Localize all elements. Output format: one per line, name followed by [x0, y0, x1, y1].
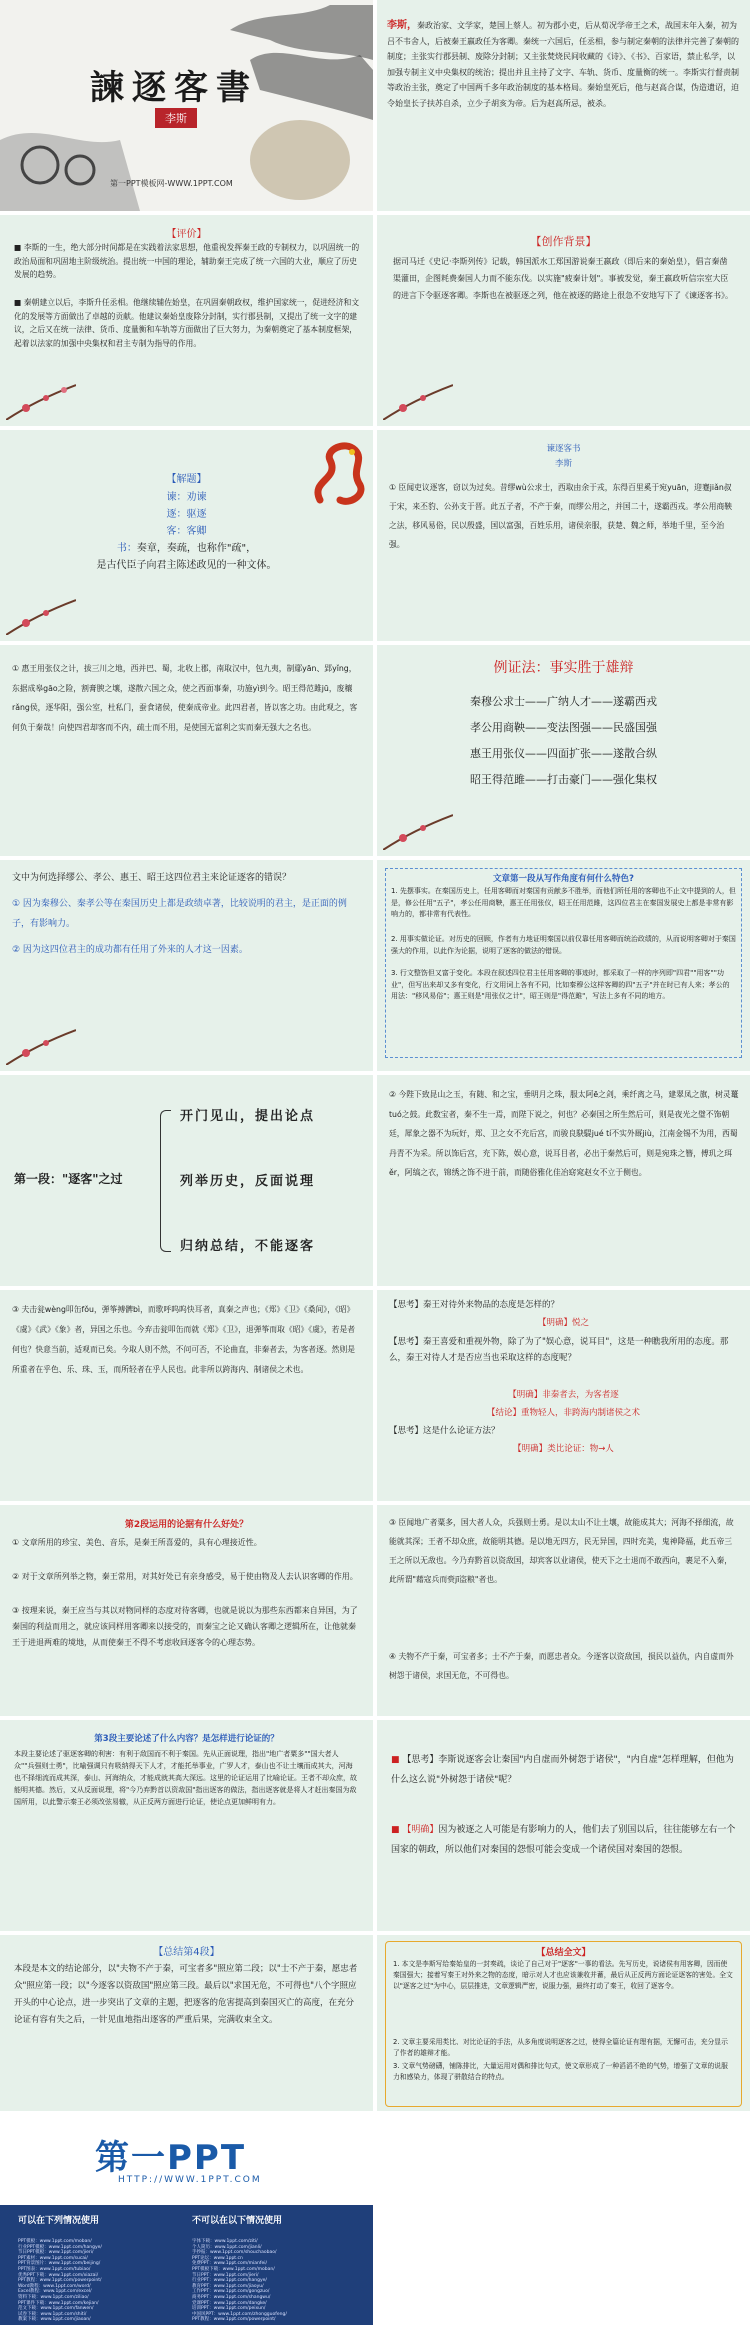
intro-body: 秦政治家、文学家，楚国上蔡人。初为郡小吏，后从荀况学帝王之术，战国末年入秦，初为吕不韦舍人，后被秦王嬴政任为客卿。秦统一六国后，任丞相，参与制定秦朝的法律并完善了秦朝的制度；主张实行郡县制、废除分封制；又主张焚烧民间收藏的《诗》、《书》、百家语，禁止私学，以加强专制主义中央集权的统治；提出并且主持了文字、车轨、货币、度量衡的统一。李斯实行督责制等政治主张，奠定了中国两千多年政治制度的基本格局。秦始皇死后，他与赵高合谋，伪造遗诏，迫令始皇长子扶苏自杀，立少子胡亥为帝。后为赵高所忌，被杀。 — [387, 21, 739, 108]
explain-shu-text: 奏章，奏疏，也称作"疏"， — [136, 543, 257, 554]
think-answer — [377, 1316, 750, 1328]
background-slide[interactable] — [377, 215, 750, 426]
think-question: 【思考】这是什么论证方法？ — [389, 1426, 500, 1436]
structure-row: 归纳总结，不能逐客 — [180, 1239, 316, 1254]
question-item: ① 文章所用的珍宝、美色、音乐，是秦王所喜爱的，具有心理接近性。 — [12, 1538, 262, 1547]
think-question: 【思考】秦王对待外来物品的态度是怎样的？ — [389, 1300, 560, 1310]
think-answer — [377, 1406, 750, 1418]
original-paragraph: ④ 夫物不产于秦，可宝者多；士不产于秦，而愿忠者众。今逐客以资敌国，损民以益仇，内自虚而外树怨于诸侯，求国无危，不可得也。 — [389, 1652, 734, 1680]
footer-link[interactable]: PPT课件下载：www.1ppt.com/kejian/ — [18, 2300, 99, 2306]
example-row: 秦穆公求士——广纳人才——遂霸西戎 — [470, 695, 657, 708]
footer-link[interactable]: 培训PPT：www.1ppt.com/peixun/ — [192, 2306, 266, 2312]
summary-item: 1. 本文是李斯写给秦始皇的一封奏疏，谈论了自己对于"逐客"一事的看法。先写历史，说诸侯有用客卿，因而使秦国强大；接着写秦王对外来之物的态度，暗示对人才也应该兼收并蓄，最后从正反两方面论证逐客的害处。全文以"逐客之过"为中心，层层推进，文章逻辑严密，说服力强，最终打动了秦王，收回了逐客令。 — [393, 1960, 733, 1990]
structure-label: 第一段："逐客"之过 — [14, 1172, 123, 1186]
footer-link[interactable]: 节日PPT：www.1ppt.com/jieri/ — [192, 2272, 259, 2278]
background-text: 据司马迁《史记·李斯列传》记载，韩国派水工郑国游说秦王嬴政（即后来的秦始皇），倡言秦凿渠灌田，企图耗费秦国人力而不能东伐。以实施"疲秦计划"。事被发觉，秦王嬴政听信宗室大臣的进言下令驱逐客卿。李斯也在被驱逐之列，他在被逐的路途上很急不安地写下了《谏逐客书》。 — [393, 257, 733, 300]
footer-link[interactable]: 行业PPT模板：www.1ppt.com/hangye/ — [18, 2244, 102, 2250]
review-item-text: 秦朝建立以后，李斯升任丞相。他继续辅佐始皇，在巩固秦朝政权，维护国家统一，促进经济和文化的发展等方面做出了卓越的贡献。他建议秦始皇废除分封制，实行郡县制，又提出了统一文字的建议，之后又在统一法律、货币、度量衡和车轨等方面做出了巨大努力，为秦朝奠定了基本制度框架，起着以法家的加强中央集权和君主专制为指导的作用。 — [14, 298, 360, 348]
intro-slide[interactable] — [377, 0, 750, 211]
logo-url: HTTP://WWW.1PPT.COM — [118, 2175, 262, 2185]
footer-link[interactable]: 中国风PPT：www.1ppt.com/zhongguofeng/ — [192, 2311, 287, 2317]
question-title: 文章第一段从写作角度有何什么特色? — [493, 874, 634, 884]
example-row: 昭王得范雎——打击豪门——强化集权 — [470, 773, 657, 786]
think-answer — [377, 1442, 750, 1454]
original-paragraph: ③ 臣闻地广者粟多，国大者人众，兵强则士勇。是以太山不让土壤，故能成其大；河海不择细流，故能就其深；王者不却众庶，故能明其德。是以地无四方，民无异国，四时充美，鬼神降福，此五帝三王之所以无敌也。今乃弃黔首以资敌国，却宾客以业诸侯，使天下之士退而不敢西向，裹足不入秦，此所谓"藉寇兵而赍jī盗粮"者也。 — [389, 1518, 734, 1584]
footer-link[interactable]: PPT模板下载：www.1ppt.com/moban/ — [192, 2266, 275, 2272]
footer-link[interactable]: 工作PPT：www.1ppt.com/gongzuo/ — [192, 2289, 270, 2295]
footer-left-heading: 可以在下列情况使用 — [18, 2216, 100, 2226]
original-paragraph: ② 今陛下致昆山之玉，有随、和之宝，垂明月之珠，服太阿ē之剑，乘纤离之马，建翠凤之旗，树灵鼍tuó之鼓。此数宝者，秦不生一焉，而陛下说之，何也？必秦国之所生然后可，则是夜光之璧不饰朝廷，犀象之器不为玩好，郑、卫之女不充后宫，而骏良駃騠jué tí不实外厩jiù，江南金锡不为用，西蜀丹青不为采。所以饰后宫，充下陈，娱心意，说耳目者，必出于秦然后可，则是宛珠之簪，傅玑之珥ěr，阿缟之衣，锦绣之饰不进于前，而随俗雅化佳冶窈窕赵女不立于侧也。 — [389, 1090, 739, 1177]
think-answer-text: 重物轻人，非跨海内制诸侯之术 — [521, 1408, 641, 1418]
think-answer-text: 类比论证：物→人 — [547, 1444, 614, 1454]
original-title: 谏逐客书 — [546, 444, 581, 454]
footer-link[interactable]: PPT背景图片：www.1ppt.com/beijing/ — [18, 2261, 101, 2267]
example-title: 例证法：事实胜于雄辩 — [493, 660, 634, 676]
question-text: 本段主要论述了驱逐客卿的利害：有利于敌国而不利于秦国。先从正面说理，指出"地广者粟多""国大者人众""兵强则士勇"，比喻强调只有吸纳得天下人才，才能托举事业，广罗人才，泰山也不让土壤而成其大，河海也不择细流而成其深，泰山、河海纳众，才能成就其高大深远。这里的论证运用了比喻论证。王者不却众庶，故能明其德。然后，又从反面说理，将"今乃弃黔首以资敌国"指出逐客的做法，指出逐客就是将人才赶出秦国为敌国所用，以此警示秦王必须改弦易辙，从正反两方面进行论证，使论点更加鲜明有力。 — [14, 1750, 357, 1806]
footer-link[interactable]: 节日PPT模板：www.1ppt.com/jieri/ — [18, 2250, 94, 2256]
summary-title: 【总结全文】 — [536, 1948, 591, 1958]
think-answer-tag: 【明确】 — [508, 1390, 543, 1400]
think-answer — [377, 1388, 750, 1400]
intro-text — [387, 18, 742, 111]
question-slide-4[interactable] — [0, 1720, 373, 1931]
review-slide[interactable] — [0, 215, 373, 426]
think-answer-tag: 【明确】 — [402, 1825, 439, 1835]
footer-link[interactable]: 试卷下载：www.1ppt.com/shiti/ — [18, 2311, 87, 2317]
think-answer: ■ 【明确】因为被逐之人可能是有影响力的人，他们去了别国以后，往往能够左右一个国家的朝政，所以他们对秦国的怨恨可能会变成一个诸侯国对秦国的怨恨。 — [391, 1825, 736, 1855]
cover-slide[interactable] — [0, 0, 373, 211]
think-answer-text: 非秦者去，为客者逐 — [542, 1390, 619, 1400]
footer-link[interactable]: 行业PPT：www.1ppt.com/hangye/ — [192, 2278, 267, 2284]
explain-line: 谏：劝谏 — [166, 492, 207, 503]
question-answer: ① 因为秦穆公、秦孝公等在秦国历史上都是政绩卓著，比较说明的君主，是正面的例子，有影响力。 — [12, 899, 347, 929]
explain-line: 逐：驱逐 — [166, 509, 207, 520]
think-answer-tag: 【明确】 — [513, 1444, 548, 1454]
plum-blossom-icon — [383, 810, 453, 850]
footer-link[interactable]: 范文下载：www.1ppt.com/fanwen/ — [18, 2306, 94, 2312]
think-answer-text: 因为被逐之人可能是有影响力的人，他们去了别国以后，往往能够左右一个国家的朝政，所以他们对秦国的怨恨可能会变成一个诸侯国对秦国的怨恨。 — [391, 1825, 736, 1855]
think-question: 【思考】秦王喜爱和重视外物，除了为了"娱心意，说耳目"，这是一种瞧我所用的态度。那么，秦王对待人才是否应当也采取这样的态度呢？ — [389, 1337, 729, 1363]
footer-link[interactable]: 资料下载：www.1ppt.com/ziliao/ — [18, 2294, 89, 2300]
think-slide-1[interactable] — [377, 1290, 750, 1501]
original-author: 李斯 — [554, 459, 572, 469]
structure-row: 开门见山，提出论点 — [180, 1109, 316, 1124]
example-row: 孝公用商鞅——变法图强——民盛国强 — [470, 721, 657, 734]
question-item: 3. 行文整饬但又富于变化。本段在叙述四位君主任用客卿的事迹时，都采取了一样的序列即"四君""用客""功业"，但写出来却又多有变化，行文用词上各有不同，比如秦穆公这样客卿的四"五子"并在时已有人来；孝公的用法："移风易俗"；惠王则是"用张仪之计"，昭王则是"得范雎"，写法上多有不同的地方。 — [391, 969, 730, 1000]
plum-blossom-icon — [6, 380, 76, 420]
question-item: 1. 先摆事实。在秦国历史上，任用客卿而对秦国有贡献多不胜举，而他们所任用的客卿也不止文中提到的人，但是，修公任用"五子"，孝公任用商鞅，惠王任用张仪，昭王任用范雎，这四位君主在秦国发展史上都是非常有影响力的，都非常有代表性。 — [391, 887, 736, 918]
footer-link[interactable]: Excel教程：www.1ppt.com/excel/ — [18, 2289, 92, 2295]
question-slide-1[interactable] — [0, 860, 373, 1071]
footer-right-links — [192, 2239, 362, 2323]
cover-footer-text: 第一PPT模板网-WWW.1PPT.COM — [110, 179, 233, 188]
explain-shu — [0, 539, 373, 554]
explain-tag: 【解题】 — [166, 474, 207, 485]
question-title: 第2段运用的论据有什么好处？ — [124, 1520, 249, 1530]
question-title: 第3段主要论述了什么内容？是怎样进行论证的？ — [94, 1734, 279, 1744]
question-answer: ② 因为这四位君主的成功都有任用了外来的人才这一因素。 — [12, 945, 248, 955]
question-slide-2[interactable] — [377, 860, 750, 1071]
footer-link[interactable]: 个人简历：www.1ppt.com/jianli/ — [192, 2244, 262, 2250]
think-slide-2[interactable] — [377, 1720, 750, 1931]
original-text-slide-1[interactable] — [377, 430, 750, 641]
footer-link[interactable]: PPT教程：www.1ppt.com/powerpoint/ — [192, 2317, 276, 2323]
logo-area — [0, 2115, 373, 2205]
footer-link[interactable]: PPT教程：www.1ppt.com/powerpoint/ — [18, 2278, 102, 2284]
question-item: ③ 按理来说，秦王应当与其以对物同样的态度对待客卿，也就是说以为那些东西都来自异国，为了秦国的利益而用之，就应该同样用客卿来以接受的，而秦宝之论又确认客卿之逻辑所在，让他就秦王于进退两难的境地，从而使秦王不得不考虑收回逐客令的心理态势。 — [12, 1606, 358, 1647]
summary-paragraph-slide[interactable] — [0, 1935, 373, 2111]
original-text-slide-3[interactable] — [377, 1075, 750, 1286]
footer-link[interactable]: PPT论坛：www.1ppt.cn — [192, 2255, 243, 2261]
review-item: ■ 秦朝建立以后，李斯升任丞相。他继续辅佐始皇，在巩固秦朝政权，维护国家统一，促进经济和文化的发展等方面做出了卓越的贡献。他建议秦始皇废除分封制，实行郡县制，又提出了统一文字的建议，之后又在统一法律、货币、度量衡和车轨等方面做出了巨大努力，为秦朝奠定了基本制度框架，起着以法家的加强中央集权和君主专制为指导的作用。 — [14, 298, 360, 348]
footer-link[interactable]: PPT模板：www.1ppt.com/moban/ — [18, 2239, 92, 2244]
footer-link[interactable]: 商务PPT：www.1ppt.com/shangwu/ — [192, 2294, 271, 2300]
explain-slide[interactable] — [0, 430, 373, 641]
footer-link[interactable]: 教育PPT：www.1ppt.com/jiaoyu/ — [192, 2283, 264, 2289]
footer-link[interactable]: 字体下载：www.1ppt.com/ziti/ — [192, 2239, 258, 2244]
structure-brace — [160, 1110, 171, 1252]
footer-link[interactable]: PPT素材：www.1ppt.com/sucai/ — [18, 2255, 88, 2261]
footer-right-heading: 不可以在以下情况使用 — [192, 2216, 283, 2226]
background-tag: 【创作背景】 — [530, 235, 597, 248]
think-answer-tag: 【明确】 — [537, 1318, 572, 1328]
review-item: ■ 李斯的一生，绝大部分时间都是在实践着法家思想，他重视发挥秦王政的专制权力，以巩固统一的政治局面和巩固地主阶级统治。提出统一中国的理论，辅助秦王完成了统一六国的大业，顺应了历史发展的趋势。 — [14, 243, 360, 279]
original-text-slide-4[interactable] — [0, 1290, 373, 1501]
think-answer-text: 悦之 — [572, 1318, 590, 1328]
explain-last: 是古代臣子向君主陈述政见的一种文体。 — [96, 560, 277, 571]
intro-name: 李斯， — [387, 20, 417, 31]
example-row: 惠王用张仪——四面扩张——遂散合纵 — [470, 747, 657, 760]
original-paragraph: ① 臣闻吏议逐客，窃以为过矣。昔缪wù公求士，西取由余于戎，东得百里奚于宛yuān，迎蹇jiǎn叔于宋，来丕豹、公孙支于晋。此五子者，不产于秦，而缪公用之，并国二十，遂霸西戎。孝公用商鞅之法，移风易俗，民以殷盛，国以富强，百姓乐用，诸侯亲服，获楚、魏之师，举地千里，至今治强。 — [389, 483, 733, 549]
structure-slide[interactable] — [0, 1075, 373, 1286]
footer-link[interactable]: 手抄报：www.1ppt.com/shouchaobao/ — [192, 2250, 277, 2256]
summary-tag: 【总结第4段】 — [153, 1947, 220, 1958]
review-tag: 【评价】 — [166, 229, 207, 240]
question-text: 文中为何选择缪公、孝公、惠王、昭王这四位君主来论证逐客的错误？ — [12, 873, 292, 883]
cover-author-badge: 李斯 — [155, 108, 197, 128]
review-item-text: 李斯的一生，绝大部分时间都是在实践着法家思想，他重视发挥秦王政的专制权力，以巩固统一的政治局面和巩固地主阶级统治。提出统一中国的理论，辅助秦王完成了统一六国的大业，顺应了历史发展的趋势。 — [14, 243, 360, 279]
original-text-slide-2[interactable] — [0, 645, 373, 856]
footer-left-links — [18, 2239, 188, 2323]
summary-text: 本段是本文的结论部分，以"夫物不产于秦，可宝者多"照应第二段；以"士不产于秦，愿忠者众"照应第一段；以"今逐客以资敌国"照应第三段。最后以"求国无危，不可得也"八个字照应开头的中心论点，进一步突出了文章的主题，把逐客的危害提高到秦国灭亡的高度，在充分论证有容有失之后，一针见血地指出逐客的严重后果，完满收束全文。 — [14, 1964, 358, 2025]
structure-row: 列举历史，反面说理 — [180, 1174, 316, 1189]
think-question: ■ 【思考】李斯说逐客会让秦国"内自虚而外树怨于诸侯"，"内自虚"怎样理解，但他为什么这么说"外树怨于诸侯"呢？ — [391, 1755, 734, 1785]
summary-item: 2. 文章主要采用类比、对比论证的手法，从多角度说明逐客之过，使得全篇论证有理有据，无懈可击，充分显示了作者的雄辩才能。 — [393, 2038, 728, 2057]
explain-line: 客：客卿 — [166, 526, 207, 537]
think-answer-tag: 【结论】 — [486, 1408, 521, 1418]
plum-blossom-icon — [6, 595, 76, 635]
think-question-text: 【思考】李斯说逐客会让秦国"内自虚而外树怨于诸侯"，"内自虚"怎样理解，但他为什么这么说"外树怨于诸侯"呢？ — [391, 1755, 734, 1785]
summary-item: 3. 文章气势磅礴，铺陈排比，大量运用对偶和排比句式，使文章形成了一种滔滔不绝的气势，增强了文章的说服力和感染力，体现了骈散结合的特点。 — [393, 2062, 728, 2081]
footer-link[interactable]: 优秀PPT下载：www.1ppt.com/xiazai/ — [18, 2272, 99, 2278]
logo-main: 第一PPT — [95, 2138, 247, 2178]
cover-title: 諫逐客書 — [90, 68, 258, 108]
question-item: ② 对于文章所列举之物，秦王常用，对其好处已有亲身感受，易于使由物及人去认识客卿的作用。 — [12, 1572, 358, 1581]
example-slide[interactable] — [377, 645, 750, 856]
original-paragraph: ① 惠王用张仪之计，拔三川之地，西并巴、蜀，北收上郡，南取汉中，包九夷，制鄢yān、郢yǐng，东据成皋gāo之险，割膏腴之壤，遂散六国之众，使之西面事秦，功施yì到今。昭王得范雎jū，废穰rǎng侯，逐华阳，强公室，杜私门，蚕食诸侯，使秦成帝业。此四君者，皆以客之功。由此观之，客何负于秦哉！向使四君却客而不内，疏士而不用，是使国无富利之实而秦无强大之名也。 — [12, 664, 358, 732]
question-item: 2. 用事实做论证。对历史的回顾，作者有力地证明秦国以前仅靠任用客卿而统治政绩的，从而说明客卿对于秦国强大的作用，以此作为论据，说明了逐客的做法的错误。 — [391, 935, 736, 955]
footer-links — [0, 2205, 373, 2325]
plum-blossom-icon — [383, 380, 453, 420]
footer-ad — [0, 2115, 750, 2325]
explain-shu-label: 书： — [116, 543, 137, 554]
footer-link[interactable]: 党课PPT：www.1ppt.com/dangke/ — [192, 2300, 267, 2306]
original-paragraph: ③ 夫击瓮wèng叩缶fǒu，弹筝搏髀bì，而歌呼呜呜快耳者，真秦之声也；《郑》《卫》《桑间》，《昭》《虞》《武》《象》者，异国之乐也。今弃击瓮叩缶而就《郑》《卫》，退弹筝而取《昭》《虞》，若是者何也？快意当前，适观而已矣。今取人则不然，不问可否，不论曲直，非秦者去，为客者逐。然则是所重者在乎色、乐、珠、玉，而所轻者在乎人民也。此非所以跨海内、制诸侯之术也。 — [12, 1305, 356, 1374]
original-text-slide-5[interactable] — [377, 1505, 750, 1716]
plum-blossom-icon — [6, 1025, 76, 1065]
footer-link[interactable]: Word教程：www.1ppt.com/word/ — [18, 2283, 91, 2289]
question-slide-3[interactable] — [0, 1505, 373, 1716]
summary-all-slide[interactable] — [377, 1935, 750, 2111]
footer-link[interactable]: PPT图表：www.1ppt.com/tubiao/ — [18, 2266, 91, 2272]
footer-link[interactable]: 教案下载：www.1ppt.com/jiaoan/ — [18, 2317, 91, 2323]
footer-link[interactable]: 免费PPT：www.1ppt.com/mianfei/ — [192, 2261, 267, 2267]
